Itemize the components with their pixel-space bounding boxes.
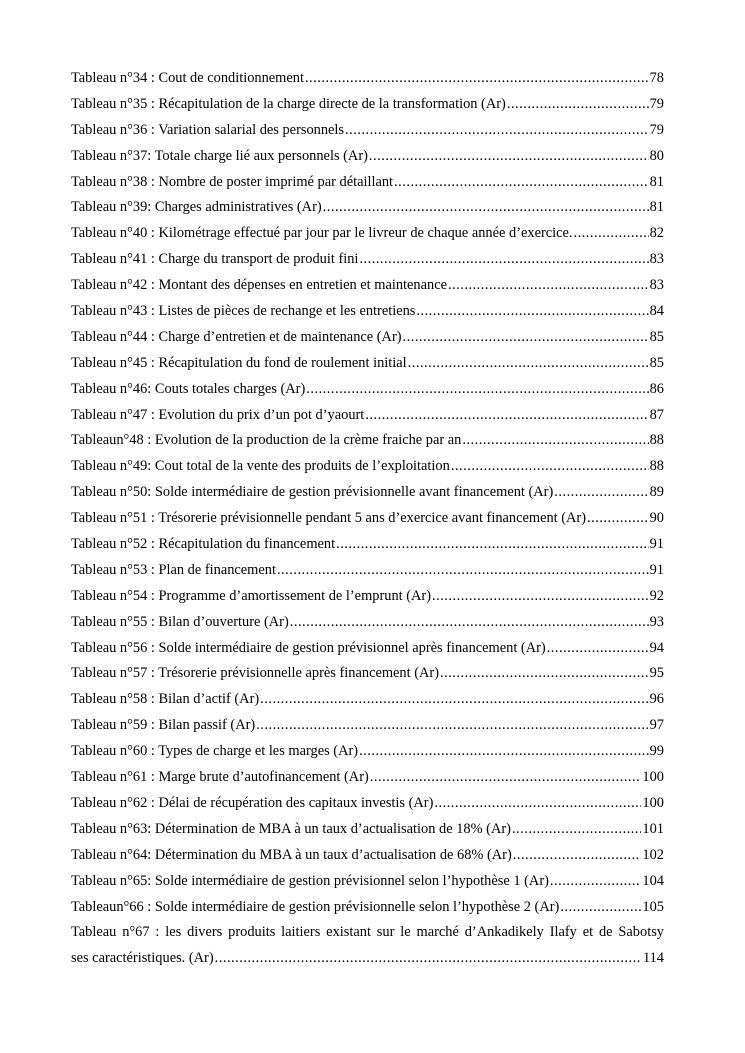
- dot-leader: [512, 817, 641, 843]
- dot-leader: [345, 118, 649, 144]
- toc-entry-page: 89: [649, 484, 664, 501]
- dot-leader: [359, 739, 649, 765]
- dot-leader: [554, 480, 648, 506]
- toc-entry-title: Tableau n°64: Détermination du MBA à un taux d’actualisation de 68% (Ar): [71, 846, 512, 863]
- dot-leader: [305, 66, 649, 92]
- toc-entry-page: 92: [649, 587, 664, 604]
- toc-entry[interactable]: [71, 299, 664, 325]
- toc-entry-title: Tableau n°51 : Trésorerie prévisionnelle pendant 5 ans d’exercice avant financement (Ar): [71, 510, 587, 527]
- toc-entry[interactable]: [71, 454, 664, 480]
- toc-entry-page: 79: [649, 95, 664, 112]
- toc-entry-page: 88: [649, 458, 664, 475]
- dot-leader: [260, 687, 648, 713]
- toc-entry-page: 86: [649, 380, 664, 397]
- toc-entry[interactable]: [71, 480, 664, 506]
- toc-entry[interactable]: [71, 765, 664, 791]
- toc-entry-page: 91: [649, 536, 664, 553]
- dot-leader: [560, 895, 641, 921]
- toc-entry[interactable]: [71, 144, 664, 170]
- toc-entry[interactable]: [71, 403, 664, 429]
- dot-leader: [408, 351, 649, 377]
- toc-entry[interactable]: [71, 377, 664, 403]
- toc-entry-title: Tableau n°47 : Evolution du prix d’un pot d’yaourt: [71, 406, 365, 423]
- toc-entry[interactable]: [71, 636, 664, 662]
- toc-entry[interactable]: [71, 739, 664, 765]
- toc-entry-title: Tableau n°61 : Marge brute d’autofinancement (Ar): [71, 769, 369, 786]
- dot-leader: [416, 299, 648, 325]
- toc-entry-title: Tableau n°39: Charges administratives (Ar): [71, 199, 322, 216]
- toc-entry-title: Tableau n°37: Totale charge lié aux personnels (Ar): [71, 147, 368, 164]
- toc-entry-page: 104: [642, 872, 664, 889]
- toc-entry[interactable]: [71, 351, 664, 377]
- toc-entry-title: Tableau n°34 : Cout de conditionnement: [71, 70, 304, 86]
- toc-entry-page: 79: [649, 121, 664, 138]
- toc-entry-page: 91: [649, 561, 664, 578]
- toc-entry-title: Tableau n°49: Cout total de la vente des produits de l’exploitation: [71, 458, 450, 475]
- toc-entry-title: Tableau n°53 : Plan de financement: [71, 561, 276, 578]
- dot-leader: [513, 843, 642, 869]
- toc-entry-title: Tableau n°60 : Types de charge et les marges (Ar): [71, 743, 359, 760]
- toc-entry-title: Tableau n°63: Détermination de MBA à un taux d’actualisation de 18% (Ar): [71, 820, 511, 837]
- toc-entry-title: Tableau n°43 : Listes de pièces de rechange et les entretiens: [71, 303, 416, 320]
- toc-entry-page: 87: [649, 406, 664, 423]
- toc-entry-title: Tableau n°35 : Récapitulation de la charge directe de la transformation (Ar): [71, 95, 506, 112]
- toc-entry-page: 81: [649, 199, 664, 216]
- toc-entry[interactable]: [71, 817, 664, 843]
- toc-entry[interactable]: [71, 843, 664, 869]
- toc-entry-title: Tableaun°66 : Solde intermédiaire de gestion prévisionnelle selon l’hypothèse 2 (Ar): [71, 898, 560, 915]
- dot-leader: [432, 584, 649, 610]
- dot-leader: [507, 92, 649, 118]
- toc-entry[interactable]: [71, 895, 664, 921]
- toc-entry[interactable]: [71, 118, 664, 144]
- toc-entry-page: 105: [642, 898, 664, 915]
- toc-entry-page: 80: [649, 147, 664, 164]
- toc-entry-page: 101: [642, 820, 664, 837]
- dot-leader: [290, 610, 649, 636]
- toc-entry[interactable]: [71, 687, 664, 713]
- toc-entry[interactable]: [71, 92, 664, 118]
- toc-entry-title: Tableau n°40 : Kilométrage effectué par jour par le livreur de chaque année d’exercice.: [71, 225, 573, 242]
- toc-entry-title: ses caractéristiques. (Ar): [71, 950, 214, 967]
- toc-entry-page: 114: [642, 950, 664, 967]
- toc-entry-page: 100: [642, 794, 664, 811]
- toc-entry-title: Tableaun°48 : Evolution de la production de la crème fraiche par an: [71, 432, 462, 449]
- toc-entry-title: Tableau n°55 : Bilan d’ouverture (Ar): [71, 613, 289, 630]
- toc-entry[interactable]: [71, 195, 664, 221]
- toc-entry[interactable]: [71, 713, 664, 739]
- toc-entry-page: 78: [649, 70, 664, 86]
- toc-entry-67-line2[interactable]: [71, 946, 664, 972]
- toc-entry-page: 88: [649, 432, 664, 449]
- toc-entry-page: 93: [649, 613, 664, 630]
- toc-entry-title: Tableau n°62 : Délai de récupération des capitaux investis (Ar): [71, 794, 434, 811]
- toc-list: [71, 66, 664, 920]
- toc-entry[interactable]: [71, 506, 664, 532]
- toc-entry-page: 94: [649, 639, 664, 656]
- toc-entry-title: Tableau n°54 : Programme d’amortissement de l’emprunt (Ar): [71, 587, 432, 604]
- toc-entry[interactable]: [71, 221, 664, 247]
- dot-leader: [448, 273, 649, 299]
- toc-entry-title: Tableau n°36 : Variation salarial des personnels: [71, 121, 345, 138]
- toc-entry-title: Tableau n°50: Solde intermédiaire de gestion prévisionnelle avant financement (Ar): [71, 484, 554, 501]
- dot-leader: [451, 454, 649, 480]
- toc-entry[interactable]: [71, 428, 664, 454]
- toc-entry-67-line1: Tableau n°67 : les divers produits laitiers existant sur le marché d’Ankadikely Ilafy et de Sabotsy: [71, 924, 664, 941]
- toc-entry-page: 85: [649, 354, 664, 371]
- dot-leader: [403, 325, 649, 351]
- toc-entry[interactable]: [71, 610, 664, 636]
- toc-entry-page: 83: [649, 277, 664, 294]
- toc-entry-page: 97: [649, 717, 664, 734]
- dot-leader: [323, 195, 649, 221]
- toc-entry[interactable]: [71, 325, 664, 351]
- table-of-tables: [71, 66, 664, 972]
- toc-entry[interactable]: [71, 584, 664, 610]
- toc-entry[interactable]: [71, 869, 664, 895]
- dot-leader: [370, 765, 642, 791]
- toc-entry-page: 85: [649, 328, 664, 345]
- toc-entry-title: Tableau n°52 : Récapitulation du financement: [71, 536, 336, 553]
- toc-entry-page: 83: [649, 251, 664, 268]
- toc-entry-page: 84: [649, 303, 664, 320]
- toc-entry[interactable]: [71, 791, 664, 817]
- toc-entry[interactable]: [71, 558, 664, 584]
- toc-entry[interactable]: [71, 532, 664, 558]
- dot-leader: [462, 428, 648, 454]
- toc-entry[interactable]: [71, 66, 664, 92]
- dot-leader: [306, 377, 648, 403]
- toc-entry-title: Tableau n°56 : Solde intermédiaire de gestion prévisionnel après financement (Ar): [71, 639, 546, 656]
- toc-entry[interactable]: [71, 273, 664, 299]
- toc-entry-page: 81: [649, 173, 664, 190]
- toc-entry-title: Tableau n°57 : Trésorerie prévisionnelle après financement (Ar): [71, 665, 439, 682]
- toc-entry-page: 96: [649, 691, 664, 708]
- toc-entry-title: Tableau n°42 : Montant des dépenses en entretien et maintenance: [71, 277, 447, 294]
- dot-leader: [434, 791, 641, 817]
- toc-entry-title: Tableau n°46: Couts totales charges (Ar): [71, 380, 306, 397]
- toc-entry-title: Tableau n°38 : Nombre de poster imprimé par détaillant: [71, 173, 394, 190]
- dot-leader: [369, 144, 649, 170]
- dot-leader: [394, 170, 649, 196]
- dot-leader: [277, 558, 649, 584]
- toc-entry-title: Tableau n°65: Solde intermédiaire de gestion prévisionnel selon l’hypothèse 1 (Ar): [71, 872, 549, 889]
- dot-leader: [587, 506, 649, 532]
- toc-entry-title: Tableau n°44 : Charge d’entretien et de maintenance (Ar): [71, 328, 402, 345]
- dot-leader: [359, 247, 648, 273]
- dot-leader: [365, 403, 648, 429]
- toc-entry-title: Tableau n°59 : Bilan passif (Ar): [71, 717, 256, 734]
- toc-entry-page: 100: [642, 769, 664, 786]
- dot-leader: [440, 661, 649, 687]
- dot-leader: [256, 713, 648, 739]
- toc-entry-title: Tableau n°41 : Charge du transport de produit fini: [71, 251, 359, 268]
- dot-leader: [215, 946, 642, 972]
- toc-entry[interactable]: [71, 247, 664, 273]
- toc-entry-page: 99: [649, 743, 664, 760]
- dot-leader: [574, 221, 649, 247]
- toc-entry[interactable]: [71, 661, 664, 687]
- dot-leader: [547, 636, 649, 662]
- dot-leader: [550, 869, 641, 895]
- toc-entry[interactable]: [71, 170, 664, 196]
- toc-entry-page: 95: [649, 665, 664, 682]
- toc-entry-page: 90: [649, 510, 664, 527]
- toc-entry-page: 102: [642, 846, 664, 863]
- toc-entry-page: 82: [649, 225, 664, 242]
- toc-entry-title: Tableau n°58 : Bilan d’actif (Ar): [71, 691, 260, 708]
- toc-entry-title: Tableau n°45 : Récapitulation du fond de roulement initial: [71, 354, 407, 371]
- dot-leader: [336, 532, 649, 558]
